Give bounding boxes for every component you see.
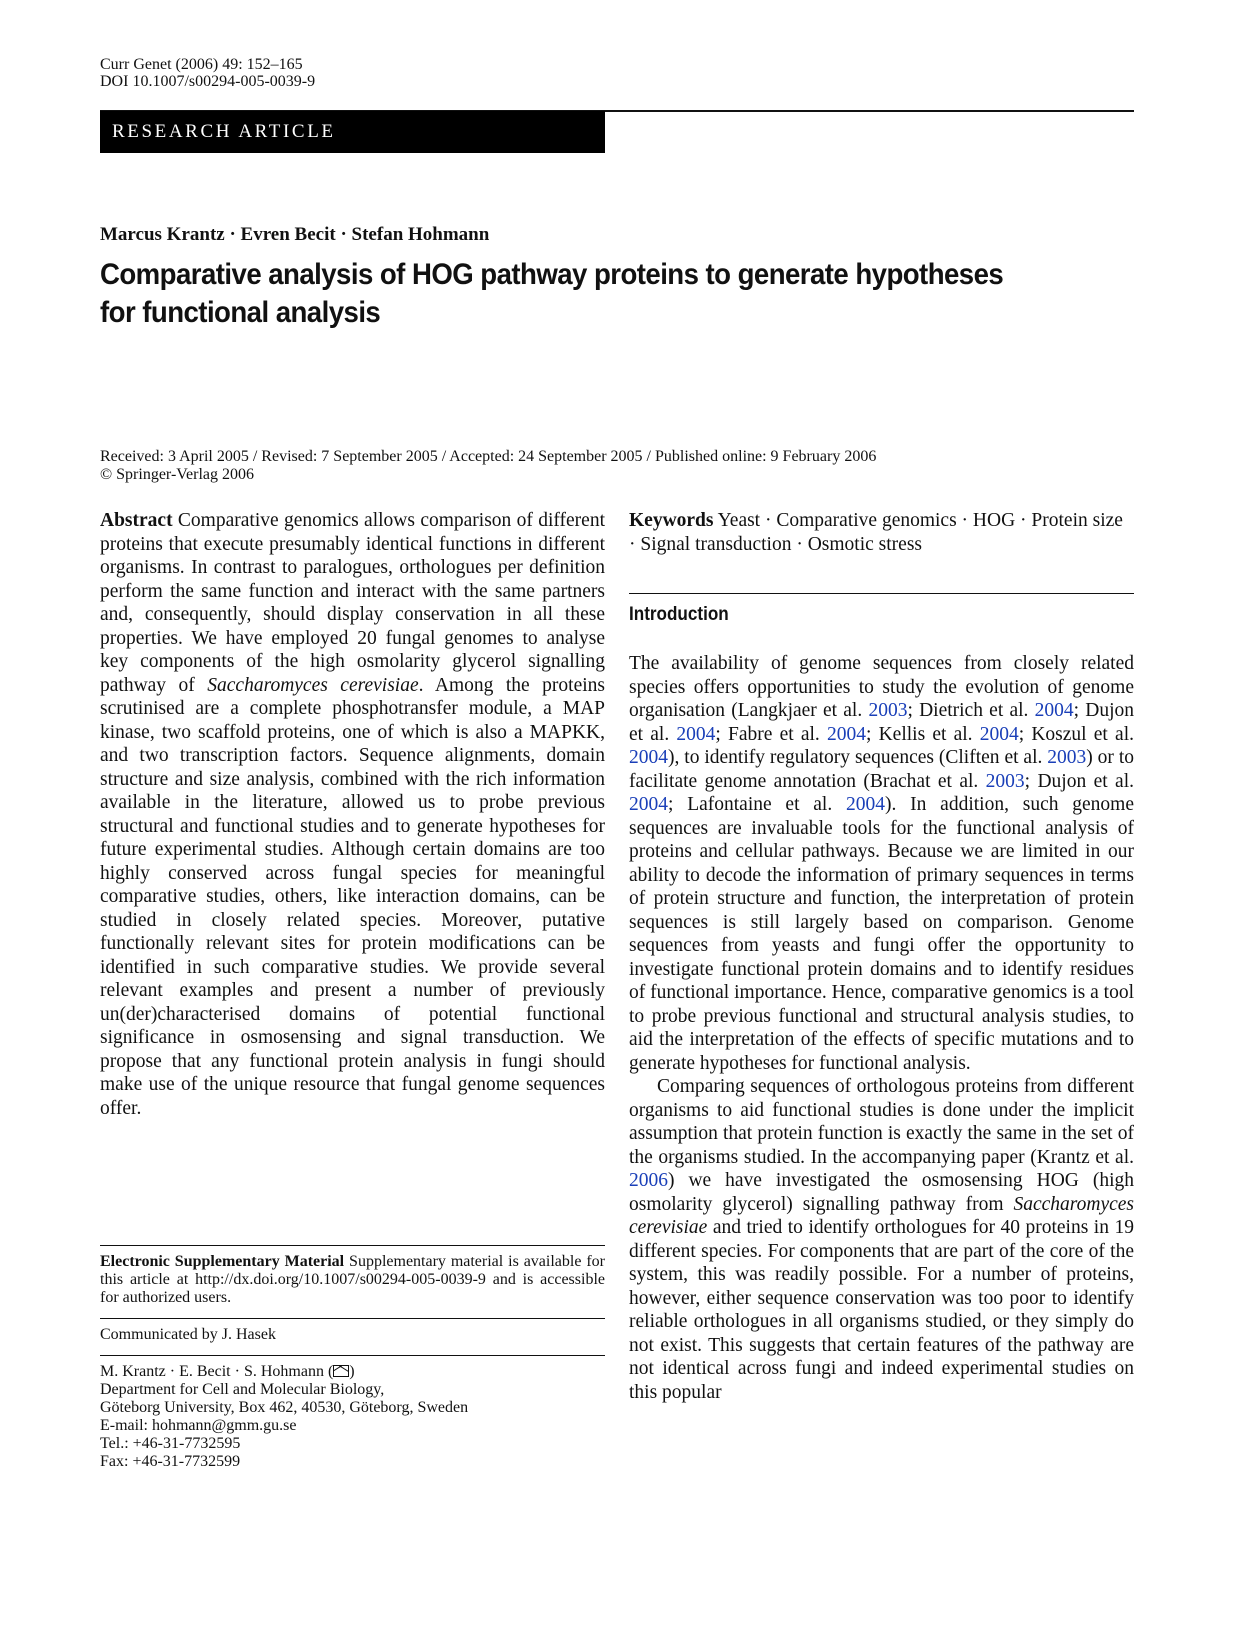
citation-link[interactable]: 2003	[868, 700, 908, 721]
paragraph-text: ) or to facilitate genome annotation (Brachat et al.	[629, 747, 1134, 792]
journal-meta	[100, 56, 315, 90]
paragraph-text: ; Dujon et al.	[629, 700, 1134, 745]
dates-line: Received: 3 April 2005 / Revised: 7 September 2005 / Accepted: 24 September 2005 / Published online: 9 February 2006	[100, 448, 877, 465]
paragraph-text: ; Dujon et al.	[1024, 770, 1134, 792]
keywords-text: Yeast · Comparative genomics · HOG · Protein size · Signal transduction · Osmotic stress	[629, 510, 1123, 555]
esm-label: Electronic Supplementary Material	[100, 1253, 345, 1270]
article-type-banner: RESEARCH ARTICLE	[100, 111, 605, 153]
citation-link[interactable]: 2003	[1047, 747, 1087, 768]
affiliation-names	[100, 1363, 468, 1381]
paragraph-text: ; Dietrich et al.	[907, 700, 1035, 721]
citation-link[interactable]: 2004	[629, 794, 668, 815]
affiliation-university: Göteborg University, Box 462, 40530, Göteborg, Sweden	[100, 1399, 469, 1416]
title-line-2: for functional analysis	[100, 296, 381, 329]
keywords-label: Keywords	[629, 510, 714, 531]
publication-dates	[100, 448, 876, 484]
affiliation-fax: Fax: +46-31-7732599	[100, 1453, 241, 1470]
abstract-text-continued: . Among the proteins scrutinised are a complete phosphotransfer module, a MAP kinase, two scaffold proteins, one of which is also a MAPKK, and two transcription factors. Sequence alignments, domain structure and size analysis, combined with the rich information available in the literature, allowed us to probe previous structural and functional studies and to generate hypotheses for future experimental studies. Although certain domains are too highly conserved across fungal species for meaningful comparative studies, others, like interaction domains, can be studied in closely related species. Moreover, putative functionally relevant sites for protein modifications can be identified in such comparative studies. We provide several relevant examples and present a number of previously un(der)characterised domains of potential functional significance in osmosensing and signal transduction. We propose that any functional protein analysis in fungi should make use of the unique resource that fungal genome sequences offer.	[100, 674, 605, 1119]
abstract-label: Abstract	[100, 510, 173, 531]
citation-link[interactable]: 2003	[985, 770, 1025, 792]
species-name: Saccharomyces cerevisiae	[629, 1193, 1134, 1238]
affiliation-tel: Tel.: +46-31-7732595	[100, 1435, 241, 1452]
citation-link[interactable]: 2004	[826, 723, 866, 745]
affiliation-department: Department for Cell and Molecular Biology,	[100, 1381, 385, 1398]
paragraph-text: ), to identify regulatory sequences (Cliften et al.	[668, 747, 1048, 768]
paragraph-text: Comparing sequences of orthologous proteins from different organisms to aid functional studies is done under the implicit assumption that protein function is exactly the same in the set of the organisms studied. In the accompanying paper (Krantz et al.	[629, 1076, 1134, 1168]
abstract-species: Saccharomyces cerevisiae	[207, 674, 419, 696]
paragraph-text: and tried to identify orthologues for 40 proteins in 19 different species. For components that are part of the core of the system, this was readily possible. For a number of proteins, however, either sequence conservation was too poor to identify reliable orthologues in all organisms studied, or they simply do not exist. This suggests that certain features of the pathway are not identical across fungi and indeed experimental studies on this popular	[629, 1217, 1134, 1403]
communicated-rule	[100, 1318, 605, 1319]
intro-paragraph-2	[629, 1075, 1134, 1404]
paragraph-text: The availability of genome sequences from closely related species offers opportunities to study the evolution of genome organisation (Langkjaer et al.	[629, 653, 1134, 721]
paragraph-text: ; Lafontaine et al.	[668, 794, 847, 815]
citation-link[interactable]: 2004	[1034, 700, 1074, 721]
journal-citation: Curr Genet (2006) 49: 152–165	[100, 56, 303, 73]
affiliation-email[interactable]: E-mail: hohmann@gmm.gu.se	[100, 1417, 297, 1434]
esm-rule	[100, 1245, 605, 1246]
citation-link[interactable]: 2004	[846, 794, 886, 815]
esm-text: Supplementary material is available for this article at http://dx.doi.org/10.1007/s00294-005-0039-9 and is accessible for authorized users.	[100, 1253, 606, 1306]
copyright-line: © Springer-Verlag 2006	[100, 466, 255, 483]
section-rule	[629, 593, 1134, 594]
intro-paragraph-1	[629, 652, 1134, 1075]
affiliation-rule	[100, 1355, 605, 1356]
affiliation-authors: M. Krantz · E. Becit · S. Hohmann (	[100, 1363, 334, 1380]
abstract	[100, 509, 605, 1120]
citation-link[interactable]: 2006	[629, 1170, 668, 1191]
paragraph-text: ; Kellis et al.	[865, 723, 980, 745]
communicated-by: Communicated by J. Hasek	[100, 1326, 276, 1343]
citation-link[interactable]: 2004	[979, 723, 1019, 745]
affiliation-paren: )	[349, 1363, 355, 1380]
abstract-text: Comparative genomics allows comparison of different proteins that execute presumably identical functions in different organisms. In contrast to paralogues, orthologues per definition perform the same function and interact with the same partners and, consequently, should display conservation in all these properties. We have employed 20 fungal genomes to analyse key components of the high osmolarity glycerol signalling pathway of	[100, 510, 605, 696]
paragraph-text: ) we have investigated the osmosensing HOG (high osmolarity glycerol) signalling pathway from	[629, 1170, 1134, 1215]
citation-link[interactable]: 2004	[676, 723, 716, 745]
doi-line: DOI 10.1007/s00294-005-0039-9	[100, 73, 316, 90]
paragraph-text: ). In addition, such genome sequences are invaluable tools for the functional analysis of proteins and cellular pathways. Because we are limited in our ability to decode the information of primary sequences in terms of protein structure and function, the interpretation of protein sequences is still largely based on comparison. Genome sequences from yeasts and fungi offer the opportunity to investigate functional protein domains and to identify residues of functional importance. Hence, comparative genomics is a tool to probe previous functional and structural analysis studies, to aid the interpretation of the effects of specific mutations and to generate hypotheses for functional analysis.	[629, 794, 1134, 1074]
introduction-body	[629, 652, 1134, 1404]
citation-link[interactable]: 2004	[629, 747, 668, 768]
envelope-icon	[333, 1365, 349, 1377]
affiliation	[100, 1363, 468, 1471]
keywords	[629, 509, 1134, 556]
supplementary-note	[100, 1253, 605, 1307]
paragraph-text: ; Koszul et al.	[1018, 723, 1134, 745]
title-line-1: Comparative analysis of HOG pathway proteins to generate hypotheses	[100, 258, 1004, 291]
author-list: Marcus Krantz · Evren Becit · Stefan Hohmann	[100, 224, 490, 245]
article-title	[100, 256, 1057, 332]
paragraph-text: ; Fabre et al.	[715, 723, 827, 745]
introduction-heading: Introduction	[629, 604, 729, 625]
